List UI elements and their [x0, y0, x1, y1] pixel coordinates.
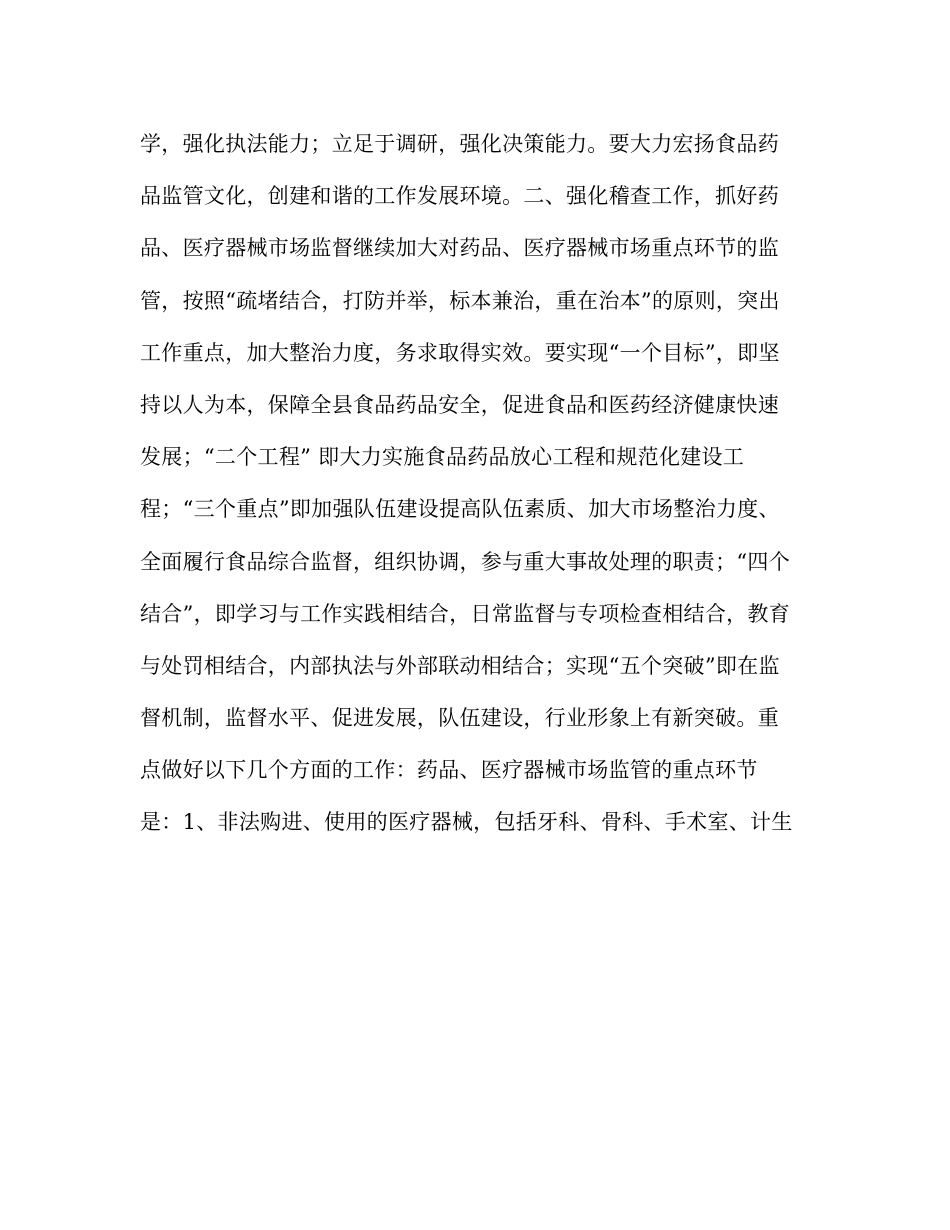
body-text	[140, 118, 820, 849]
text-line: 结合”，即学习与工作实践相结合，日常监督与专项检查相结合，教育	[140, 601, 791, 626]
text-line: 全面履行食品综合监督，组织协调，参与重大事故处理的职责；“四个	[140, 549, 791, 574]
text-line: 品、医疗器械市场监督继续加大对药品、医疗器械市场重点环节的监	[140, 236, 779, 261]
text-line: 与处罚相结合，内部执法与外部联动相结合；实现“五个突破”即在监	[140, 653, 780, 678]
text-line: 督机制，监督水平、促进发展，队伍建设，行业形象上有新突破。重	[140, 706, 779, 731]
text-line: 持以人为本，保障全县食品药品安全，促进食品和医药经济健康快速	[140, 392, 779, 417]
text-line: 程；“三个重点”即加强队伍建设提高队伍素质、加大市场整治力度、	[140, 497, 780, 522]
text-line: 工作重点，加大整治力度，务求取得实效。要实现“一个目标”，即坚	[140, 340, 780, 365]
text-line: 是：1、非法购进、使用的医疗器械，包括牙科、骨科、手术室、计生	[140, 810, 793, 835]
text-line: 管，按照“疏堵结合，打防并举，标本兼治，重在治本”的原则，突出	[140, 288, 780, 313]
text-line: 学，强化执法能力；立足于调研，强化决策能力。要大力宏扬食品药	[140, 132, 779, 156]
text-line: 点做好以下几个方面的工作：药品、医疗器械市场监管的重点环节	[140, 758, 758, 783]
text-line: 发展；“二个工程” 即大力实施食品药品放心工程和规范化建设工	[140, 445, 745, 470]
text-line: 品监管文化，创建和谐的工作发展环境。二、强化稽查工作，抓好药	[140, 184, 779, 209]
